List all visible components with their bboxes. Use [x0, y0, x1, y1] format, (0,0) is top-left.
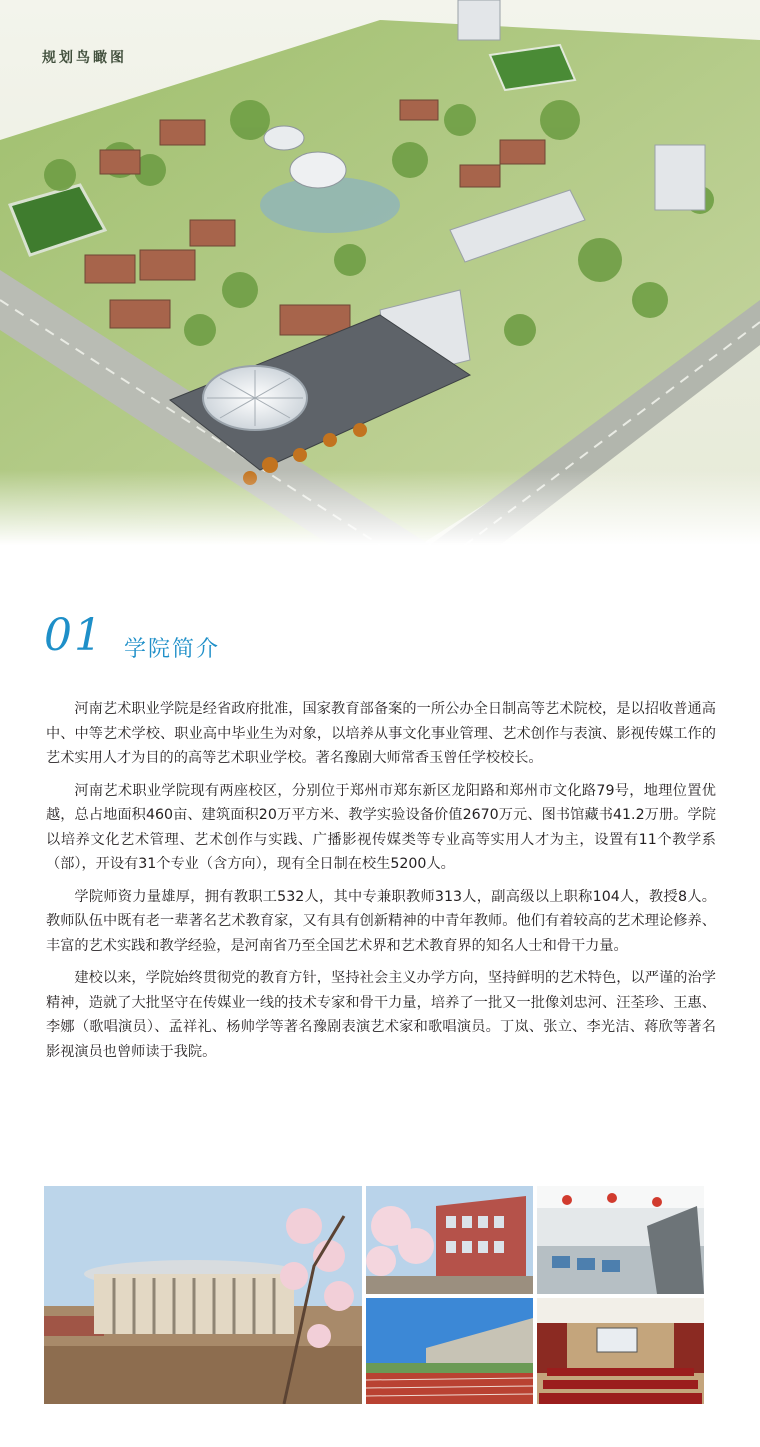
introduction-text	[46, 697, 716, 1072]
photo-escalator-hall	[537, 1186, 704, 1294]
hero-caption: 规划鸟瞰图	[42, 50, 127, 66]
section-number: 01	[44, 610, 104, 661]
lecture-hall-image	[537, 1298, 704, 1404]
photo-running-track	[366, 1298, 533, 1404]
photo-campus-building	[366, 1186, 533, 1294]
escalator-hall-image	[537, 1186, 704, 1294]
paragraph: 学院师资力量雄厚，拥有教职工532人，其中专兼职教师313人，副高级以上职称104人，教授8人。教师队伍中既有老一辈著名艺术教育家，又有具有创新精神的中青年教师。他们有着较高的艺术理论修养、丰富的艺术实践和教学经验，是河南省乃至全国艺术界和艺术教育界的知名人士和骨干力量。	[46, 888, 716, 954]
photo-gallery	[44, 1186, 704, 1404]
paragraph: 河南艺术职业学院是经省政府批准，国家教育部备案的一所公办全日制高等艺术院校，是以招收普通高中、中等艺术学校、职业高中毕业生为对象，以培养从事文化事业管理、艺术创作与表演、影视传媒工作的艺术实用人才为目的的高等艺术职业学校。著名豫剧大师常香玉曾任学校校长。	[46, 701, 716, 766]
campus-aerial-illustration	[0, 0, 760, 545]
theater-image	[44, 1186, 362, 1404]
photo-lecture-hall	[537, 1298, 704, 1404]
campus-building-image	[366, 1186, 533, 1294]
paragraph: 建校以来，学院始终贯彻党的教育方针，坚持社会主义办学方向，坚持鲜明的艺术特色，以严谨的治学精神，造就了大批坚守在传媒业一线的技术专家和骨干力量，培养了一批又一批像刘忠河、汪荃珍、王惠、李娜（歌唱演员）、孟祥礼、杨帅学等著名豫剧表演艺术家和歌唱演员。丁岚、张立、李光洁、蒋欣等著名影视演员也曾师读于我院。	[46, 970, 716, 1060]
aerial-view-drawing	[0, 0, 760, 545]
photo-theater	[44, 1186, 362, 1404]
section-heading	[44, 610, 724, 670]
paragraph: 河南艺术职业学院现有两座校区，分别位于郑州市郑东新区龙阳路和郑州市文化路79号，地理位置优越，总占地面积460亩、建筑面积20万平方米、教学实验设备价值2670万元、图书馆藏书41.2万册。学院以培养文化艺术管理、艺术创作与实践、广播影视传媒类等专业高等实用人才为主，设置有11个教学系（部），开设有31个专业（含方向），现有全日制在校生5200人。	[46, 782, 716, 872]
running-track-image	[366, 1298, 533, 1404]
section-title: 学院简介	[124, 637, 221, 662]
